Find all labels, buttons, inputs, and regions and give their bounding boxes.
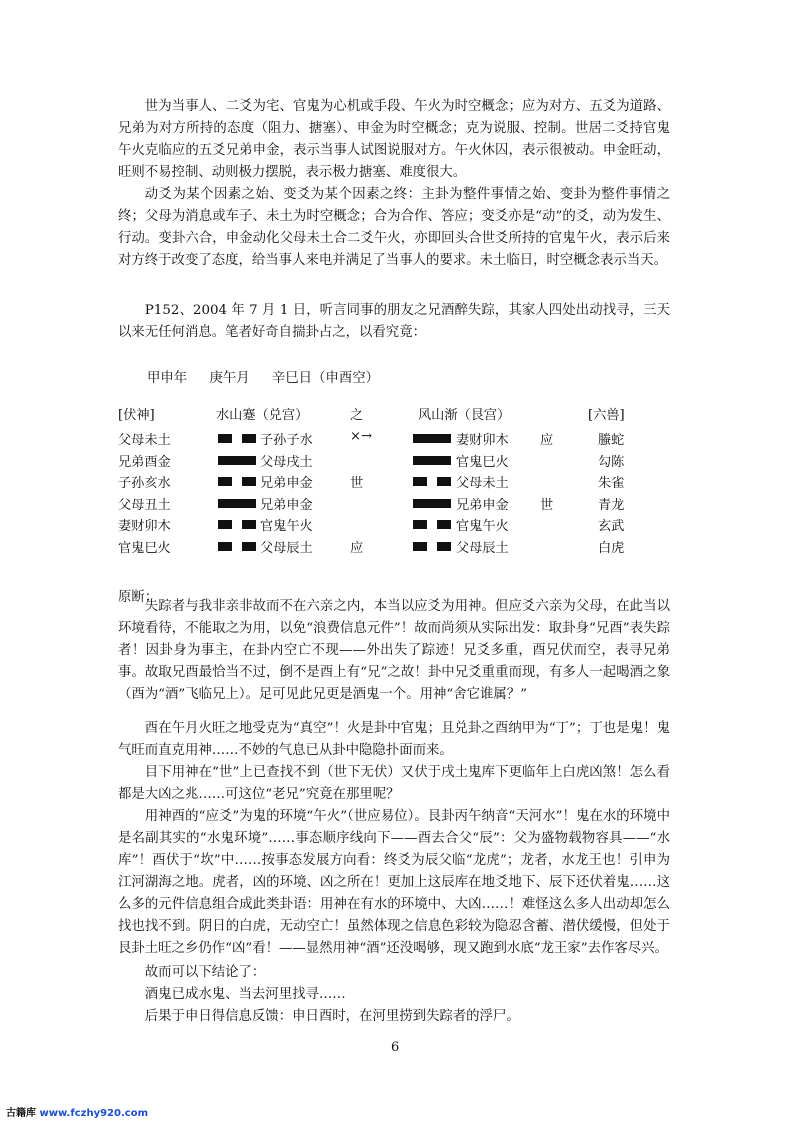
section-heading-yuanduan: 原断： [118, 590, 159, 606]
changed-relation-cell: 兄弟申金 [456, 497, 509, 513]
footer-url: www.fczhy920.com [39, 1108, 148, 1119]
liushou-cell: 勾陈 [598, 454, 625, 470]
year-ganzhi: 甲申年 [147, 371, 188, 386]
liushou-cell: 白虎 [598, 540, 625, 556]
paragraph-shi-ying: 世为当事人、二爻为宅、官鬼为心机或手段、午火为时空概念；应为对方、五爻为道路、兄弟为对方所持的态度（阻力、搪塞）、申金为时空概念；克为说服、控制。世居二爻持官鬼午火克临应的五爻兄弟申金，表示当事人试图说服对方。午火休囚，表示很被动。申金旺动，旺则不易控制、动则极力摆脱，表示极力搪塞、难度很大。 [118, 99, 670, 180]
changed-relation-cell: 官鬼午火 [456, 519, 509, 534]
footer-brand: 古籍库 [6, 1108, 36, 1119]
day-ganzhi: 辛巳日（申酉空） [271, 371, 379, 386]
fushen-cell: 兄弟酉金 [118, 454, 171, 470]
fushen-cell: 父母未土 [118, 433, 171, 448]
footer-watermark [6, 1104, 148, 1119]
paragraph-yongshen: 失踪者与我非亲非故而不在六亲之内，本当以应爻为用神。但应爻六亲为父母，在此当以环境看待，不能取之为用，以免“浪费信息元件”！故而尚须从实际出发：取卦身“兄酉”表失踪者！因卦身为事主，在卦内空亡不现——外出失了踪迹！兄爻多重，酉兄伏而空，表寻兄弟事。故取兄酉最恰当不过，倒不是酉上有“兄”之故！卦中兄爻重重而现，有多人一起喝酒之象（酉为“酒”飞临兄上）。足可见此兄更是酒鬼一个。用神“舍它谁属？” [118, 599, 670, 702]
main-yao-line [218, 434, 256, 443]
main-relation-cell: 父母辰土 [260, 540, 313, 556]
fushen-cell: 子孙亥水 [118, 476, 171, 491]
hexagram-row [118, 451, 678, 471]
main-mark-cell: 应 [350, 540, 364, 556]
hexagram-row [118, 515, 678, 535]
hexagram-row [118, 537, 678, 557]
changed-position-cell: 世 [540, 497, 554, 513]
paragraph-conclusion-intro: 故而可以下结论了： [144, 965, 266, 980]
month-ganzhi: 庚午月 [209, 371, 250, 386]
header-changed-gua: 风山渐（艮宫） [418, 408, 511, 423]
fushen-cell: 妻财卯木 [118, 519, 171, 534]
paragraph-conclusion: 酒鬼已成水鬼、当去河里找寻…… [144, 987, 346, 1002]
changed-relation-cell: 父母未土 [456, 476, 509, 491]
header-fushen: [伏神] [118, 408, 155, 423]
changed-relation-cell: 父母辰土 [456, 540, 509, 556]
main-relation-cell: 子孙子水 [260, 433, 313, 448]
main-mark-cell: 世 [350, 476, 364, 491]
changed-yao-line [413, 520, 451, 529]
changed-yao-line [413, 456, 451, 465]
main-relation-cell: 官鬼午火 [260, 519, 313, 534]
main-yao-line [218, 477, 256, 486]
hexagram-row [118, 472, 678, 492]
main-yao-line [218, 542, 256, 551]
paragraph-case-p152: P152、2004 年 7 月 1 日，听言同事的朋友之兄酒醉失踪，其家人四处出动找寻，三天以来无任何消息。笔者好奇自揣卦占之，以看究竟： [118, 303, 670, 340]
header-arrow: 之 [350, 408, 364, 423]
liushou-cell: 朱雀 [598, 476, 625, 491]
hexagram-row [118, 429, 678, 449]
changed-yao-line [413, 477, 451, 486]
fushen-cell: 官鬼巳火 [118, 540, 171, 556]
main-yao-line [218, 520, 256, 529]
main-mark-cell: ×→ [350, 429, 373, 444]
fushen-cell: 父母丑土 [118, 497, 171, 513]
main-relation-cell: 父母戌土 [260, 454, 313, 470]
paragraph-shi-fu: 目下用神在“世”上已查找不到（世下无伏）又伏于戌土鬼库下更临年上白虎凶煞！怎么看都是大凶之兆……可这位“老兄”究竟在那里呢？ [118, 765, 670, 802]
changed-yao-line [413, 542, 451, 551]
liushou-cell: 玄武 [598, 519, 625, 534]
main-yao-line [218, 499, 256, 508]
hexagram-row [118, 494, 678, 514]
header-main-gua: 水山蹇（兑宫） [216, 408, 309, 423]
header-liushou: [六兽] [588, 408, 625, 423]
hexagram-header [118, 404, 678, 424]
paragraph-result: 后果于申日得信息反馈：申日酉时，在河里捞到失踪者的浮尸。 [144, 1009, 520, 1024]
page-number: 6 [391, 1040, 400, 1055]
changed-relation-cell: 妻财卯木 [456, 433, 509, 448]
paragraph-you-jin: 酉在午月火旺之地受克为“真空”！火是卦中官鬼；且兑卦之酉纳甲为“丁”；丁也是鬼！鬼气旺而直克用神……不妙的气息已从卦中隐隐扑面而来。 [118, 721, 670, 758]
changed-yao-line [413, 499, 451, 508]
changed-relation-cell: 官鬼巳火 [456, 454, 509, 470]
changed-position-cell: 应 [540, 433, 554, 448]
paragraph-ying-yao: 用神酉的“应爻”为鬼的环境“午火”（世应易位）。艮卦丙午纳音“天河水”！鬼在水的环境中是名副其实的“水鬼环境”……事态顺序线向下——酉去合父“辰”：父为盛物载物容具——“水库”！酉伏于“坎”中……按事态发展方向看：终爻为辰父临“龙虎”；龙者，水龙王也！引申为江河湖海之地。虎者，凶的环境、凶之所在！更加上这辰库在地爻地下、辰下还伏着鬼……这么多的元件信息组合成此类卦语：用神在有水的环境中、大凶……！难怪这么多人出动却怎么找也找不到。阴日的白虎，无动空亡！虽然体现之信息色彩较为隐忍含蓄、潜伏缓慢，但处于艮卦土旺之乡仍作“凶”看！——显然用神“酒”还没喝够，现又跑到水底“龙王家”去作客尽兴。 [118, 809, 670, 956]
liushou-cell: 青龙 [598, 497, 625, 513]
ganzhi-date-line [147, 367, 397, 386]
paragraph-dong-bian: 动爻为某个因素之始、变爻为某个因素之终：主卦为整件事情之始、变卦为整件事情之终；父母为消息或车子、未土为时空概念；合为合作、答应；变爻亦是“动”的爻，动为发生、行动。变卦六合，申金动化父母未土合二爻午火，亦即回头合世爻所持的官鬼午火，表示后来对方终于改变了态度，给当事人来电并满足了当事人的要求。未土临日，时空概念表示当天。 [118, 187, 670, 268]
liushou-cell: 螣蛇 [598, 433, 625, 448]
main-relation-cell: 兄弟申金 [260, 497, 313, 513]
main-relation-cell: 兄弟申金 [260, 476, 313, 491]
main-yao-line [218, 456, 256, 465]
changed-yao-line [413, 434, 451, 443]
